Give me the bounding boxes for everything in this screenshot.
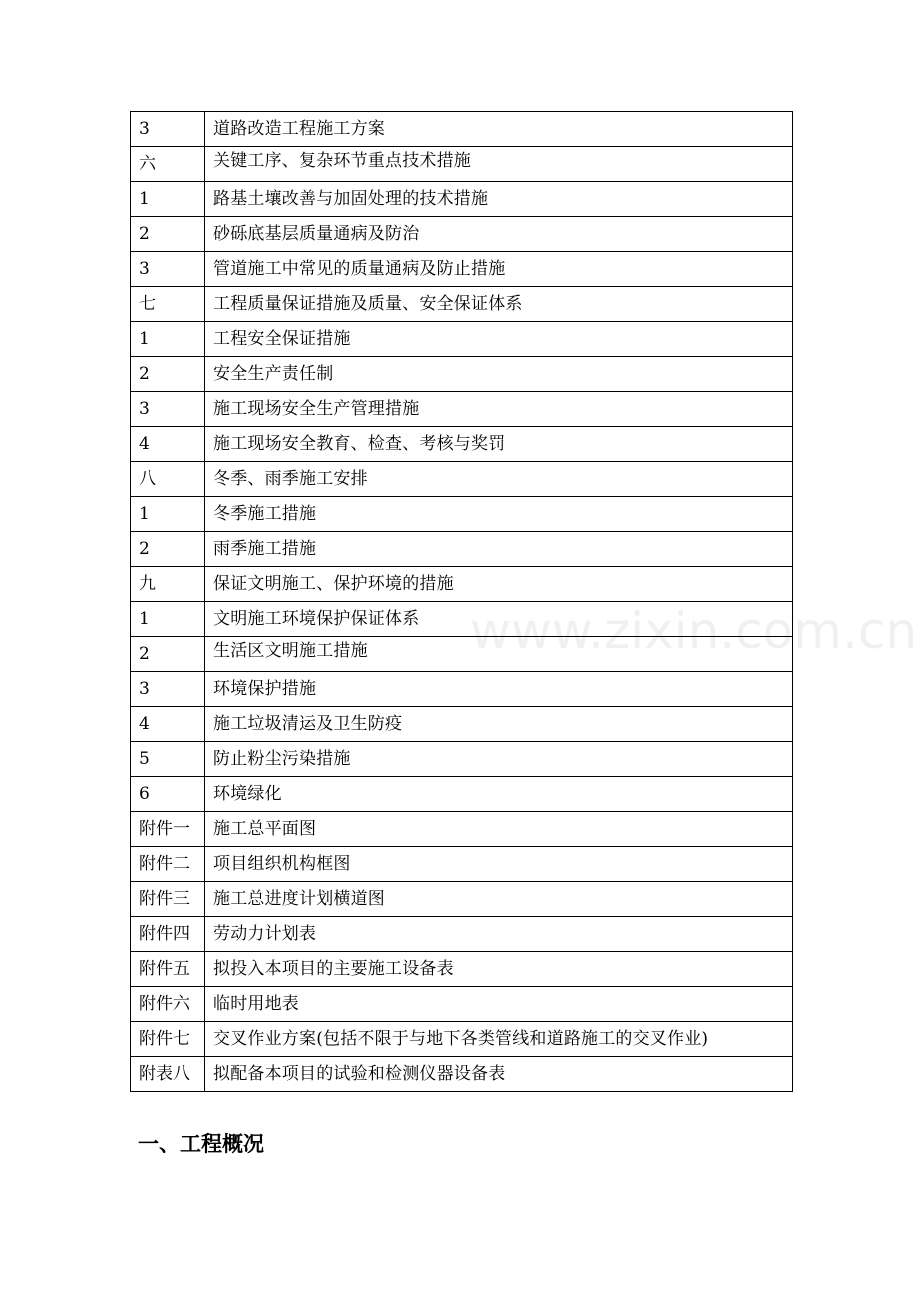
- table-row: [131, 427, 793, 462]
- table-row: [131, 392, 793, 427]
- row-number: 六: [131, 147, 205, 182]
- row-title: 环境保护措施: [205, 672, 793, 707]
- row-title: 砂砾底基层质量通病及防治: [205, 217, 793, 252]
- table-row: [131, 252, 793, 287]
- row-number: 4: [131, 427, 205, 462]
- row-number: 6: [131, 777, 205, 812]
- row-number: 附件四: [131, 917, 205, 952]
- row-number: 八: [131, 462, 205, 497]
- row-title: 施工现场安全教育、检查、考核与奖罚: [205, 427, 793, 462]
- row-number: 1: [131, 602, 205, 637]
- row-title: 劳动力计划表: [205, 917, 793, 952]
- table-row: [131, 952, 793, 987]
- table-row: [131, 987, 793, 1022]
- table-row: [131, 462, 793, 497]
- row-title: 管道施工中常见的质量通病及防止措施: [205, 252, 793, 287]
- row-title: 交叉作业方案(包括不限于与地下各类管线和道路施工的交叉作业): [205, 1022, 793, 1057]
- row-title: 文明施工环境保护保证体系: [205, 602, 793, 637]
- row-title: 冬季、雨季施工安排: [205, 462, 793, 497]
- row-title: 保证文明施工、保护环境的措施: [205, 567, 793, 602]
- row-number: 附件三: [131, 882, 205, 917]
- row-number: 2: [131, 532, 205, 567]
- table-row: [131, 322, 793, 357]
- row-title: 防止粉尘污染措施: [205, 742, 793, 777]
- watermark: www.zixin.com.cn: [470, 602, 918, 660]
- table-row: [131, 497, 793, 532]
- toc-body: [131, 112, 793, 1092]
- row-number: 附表八: [131, 1057, 205, 1092]
- table-row: [131, 707, 793, 742]
- table-row: [131, 1057, 793, 1092]
- row-title: 工程质量保证措施及质量、安全保证体系: [205, 287, 793, 322]
- table-row: [131, 217, 793, 252]
- table-row: [131, 287, 793, 322]
- row-number: 3: [131, 392, 205, 427]
- row-title: 拟投入本项目的主要施工设备表: [205, 952, 793, 987]
- row-number: 附件五: [131, 952, 205, 987]
- table-row: [131, 847, 793, 882]
- table-row: [131, 567, 793, 602]
- row-title: 工程安全保证措施: [205, 322, 793, 357]
- table-row: [131, 112, 793, 147]
- row-title: 关键工序、复杂环节重点技术措施: [205, 147, 793, 182]
- row-title: 临时用地表: [205, 987, 793, 1022]
- row-title: 施工垃圾清运及卫生防疫: [205, 707, 793, 742]
- table-row: [131, 532, 793, 567]
- table-row: [131, 742, 793, 777]
- row-title: 雨季施工措施: [205, 532, 793, 567]
- section-heading: 一、工程概况: [138, 1131, 264, 1156]
- toc-table: [130, 111, 793, 1092]
- row-number: 5: [131, 742, 205, 777]
- table-row: [131, 357, 793, 392]
- row-number: 3: [131, 252, 205, 287]
- row-number: 附件二: [131, 847, 205, 882]
- row-number: 九: [131, 567, 205, 602]
- row-title: 施工总平面图: [205, 812, 793, 847]
- row-title: 环境绿化: [205, 777, 793, 812]
- table-row: [131, 1022, 793, 1057]
- table-row: [131, 602, 793, 637]
- table-row: [131, 672, 793, 707]
- row-number: 1: [131, 497, 205, 532]
- row-number: 4: [131, 707, 205, 742]
- row-title: 安全生产责任制: [205, 357, 793, 392]
- row-title: 冬季施工措施: [205, 497, 793, 532]
- table-row: [131, 147, 793, 182]
- row-number: 1: [131, 322, 205, 357]
- row-number: 七: [131, 287, 205, 322]
- row-number: 附件一: [131, 812, 205, 847]
- row-number: 附件六: [131, 987, 205, 1022]
- table-row: [131, 917, 793, 952]
- row-title: 道路改造工程施工方案: [205, 112, 793, 147]
- row-title: 项目组织机构框图: [205, 847, 793, 882]
- table-row: [131, 182, 793, 217]
- row-title: 生活区文明施工措施: [205, 637, 793, 672]
- row-number: 附件七: [131, 1022, 205, 1057]
- table-row: [131, 882, 793, 917]
- row-number: 3: [131, 112, 205, 147]
- row-number: 2: [131, 637, 205, 672]
- row-number: 3: [131, 672, 205, 707]
- row-number: 2: [131, 217, 205, 252]
- row-title: 路基土壤改善与加固处理的技术措施: [205, 182, 793, 217]
- table-row: [131, 777, 793, 812]
- row-title: 施工总进度计划横道图: [205, 882, 793, 917]
- row-title: 施工现场安全生产管理措施: [205, 392, 793, 427]
- row-number: 2: [131, 357, 205, 392]
- row-number: 1: [131, 182, 205, 217]
- row-title: 拟配备本项目的试验和检测仪器设备表: [205, 1057, 793, 1092]
- table-row: [131, 637, 793, 672]
- table-row: [131, 812, 793, 847]
